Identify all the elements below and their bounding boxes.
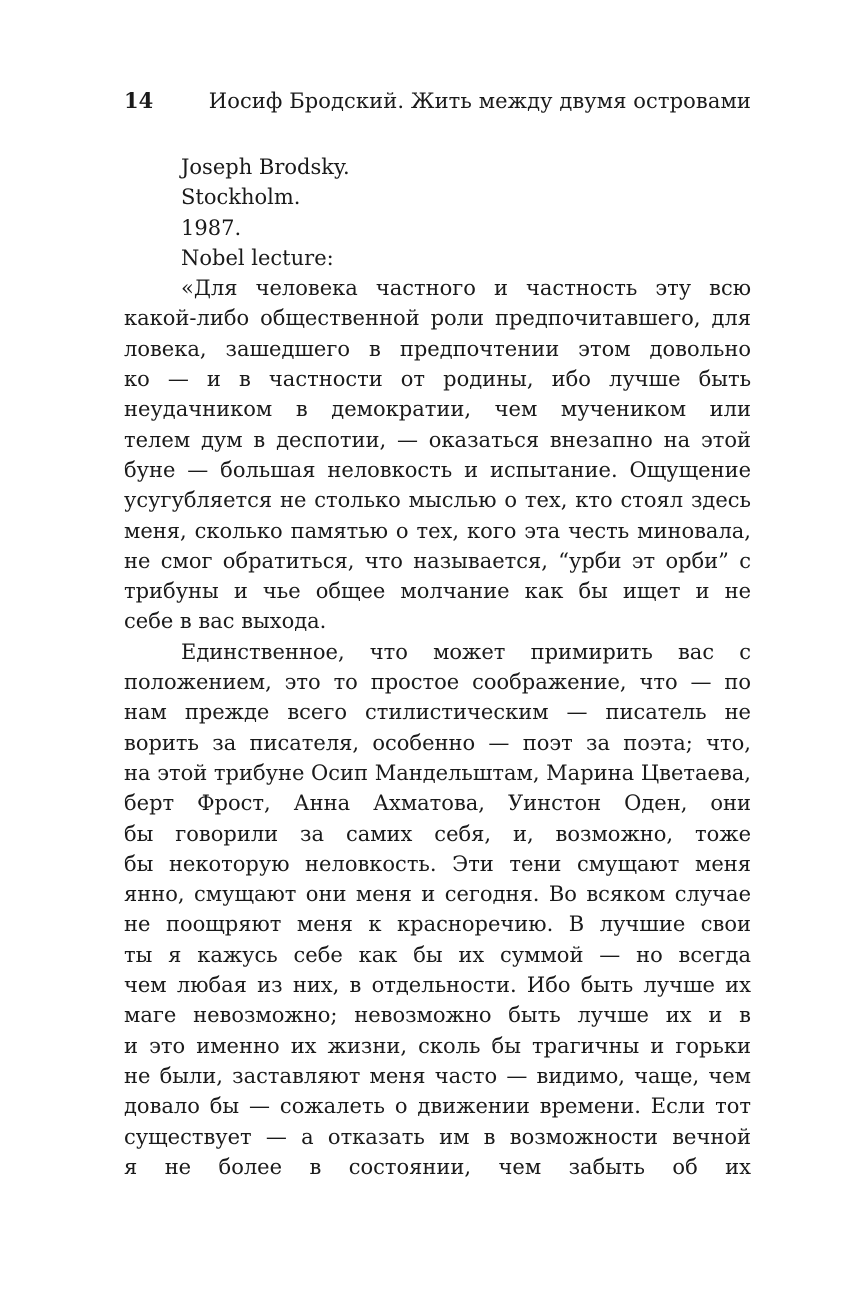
paragraph-line: какой-либо общественной роли предпочитавшего, для (124, 306, 751, 331)
paragraph-line: меня, сколько памятью о тех, кого эта честь миновала, (124, 518, 751, 543)
running-title: Иосиф Бродский. Жить между двумя островами (208, 89, 751, 113)
paragraph-line: ловека, зашедшего в предпочтении этом довольно (124, 336, 751, 361)
paragraph-line: не были, заставляют меня часто — видимо, чаще, чем (124, 1063, 751, 1088)
page-header (124, 88, 751, 120)
paragraph-line: Единственное, что может примирить вас с (181, 639, 751, 664)
paragraph-line: ко — и в частности от родины, ибо лучше быть (124, 367, 751, 392)
paragraph-line: бы некоторую неловкость. Эти тени смущают меня (124, 851, 751, 876)
paragraph-line: трибуны и чье общее молчание как бы ищет и не (124, 579, 751, 604)
paragraph-line: чем любая из них, в отдельности. Ибо быть лучше их (124, 973, 751, 998)
paragraph-line: берт Фрост, Анна Ахматова, Уинстон Оден, они (124, 791, 751, 816)
paragraph-line: не поощряют меня к красноречию. В лучшие свои (124, 912, 751, 937)
paragraph-line: буне — большая неловкость и испытание. Ощущение (124, 457, 751, 482)
paragraph-line: себе в вас выхода. (124, 609, 327, 634)
paragraph-line: телем дум в деспотии, — оказаться внезапно на этой (124, 427, 751, 452)
epigraph-line: Nobel lecture: (181, 245, 334, 270)
paragraph-line: янно, смущают они меня и сегодня. Во всяком случае (124, 882, 751, 907)
epigraph-line: Joseph Brodsky. (181, 155, 350, 179)
paragraph-line: ты я кажусь себе как бы их суммой — но всегда (124, 942, 751, 967)
epigraph-line: Stockholm. (181, 185, 301, 210)
paragraph-line: довало бы — сожалеть о движении времени. Если тот (124, 1094, 751, 1119)
paragraph-line: бы говорили за самих себя, и, возможно, тоже (124, 821, 751, 846)
paragraph-line: маге невозможно; невозможно быть лучше их и в (124, 1003, 751, 1028)
paragraph-line: и это именно их жизни, сколь бы трагичны и горьки (124, 1033, 751, 1058)
page-number: 14 (124, 88, 154, 113)
paragraph-line: усугубляется не столько мыслью о тех, кто стоял здесь (124, 488, 751, 513)
paragraph-line: не смог обратиться, что называется, “урби эт орби” с (124, 548, 751, 573)
paragraph-line: существует — а отказать им в возможности вечной (124, 1124, 751, 1149)
paragraph-line: на этой трибуне Осип Мандельштам, Марина Цветаева, (124, 760, 751, 785)
paragraph-line: ворить за писателя, особенно — поэт за поэта; что, (124, 730, 751, 755)
paragraph-line: нам прежде всего стилистическим — писатель не (124, 700, 751, 725)
paragraph-line: я не более в состоянии, чем забыть об их (124, 1154, 751, 1179)
paragraph-line: неудачником в демократии, чем мучеником или (124, 397, 751, 422)
body-text (124, 152, 751, 1182)
paragraph-line: «Для человека частного и частность эту всю (181, 276, 751, 301)
paragraph-line: положением, это то простое соображение, что — по (124, 670, 751, 695)
epigraph-line: 1987. (181, 215, 242, 240)
